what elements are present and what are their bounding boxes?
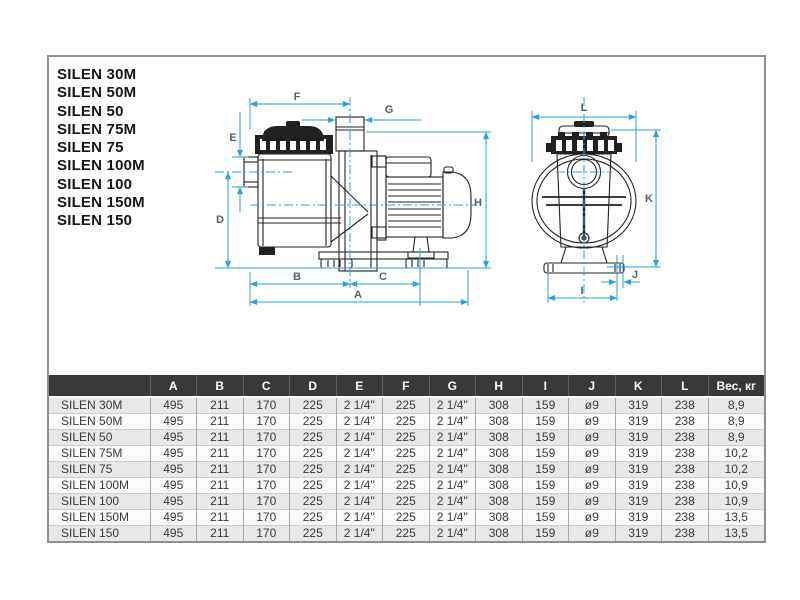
dim-label-A: A	[354, 289, 362, 301]
value-cell: 319	[615, 462, 662, 478]
value-cell: 211	[197, 414, 244, 430]
value-cell: 8,9	[708, 414, 764, 430]
table-header-cell: A	[150, 375, 197, 397]
value-cell: 225	[383, 414, 430, 430]
value-cell: 159	[522, 494, 569, 510]
model-list-item: SILEN 150	[57, 212, 133, 230]
value-cell: 211	[197, 397, 244, 414]
value-cell: ø9	[569, 414, 616, 430]
value-cell: 2 1/4"	[429, 414, 476, 430]
front-view-dimensions	[532, 97, 661, 303]
value-cell: 225	[290, 446, 337, 462]
value-cell: 159	[522, 446, 569, 462]
value-cell: 225	[383, 478, 430, 494]
value-cell: 238	[662, 397, 709, 414]
value-cell: 495	[150, 430, 197, 446]
table-row	[49, 526, 764, 542]
value-cell: ø9	[569, 397, 616, 414]
value-cell: 2 1/4"	[429, 510, 476, 526]
value-cell: 308	[476, 510, 523, 526]
value-cell: 238	[662, 414, 709, 430]
value-cell: 319	[615, 414, 662, 430]
value-cell: 10,2	[708, 446, 764, 462]
table-row	[49, 494, 764, 510]
value-cell: 495	[150, 397, 197, 414]
lid-ring-front	[551, 136, 617, 154]
table-row	[49, 462, 764, 478]
value-cell: 2 1/4"	[429, 526, 476, 542]
datasheet-frame	[47, 55, 766, 543]
dim-label-J: J	[631, 269, 639, 281]
model-list-item: SILEN 30M	[57, 66, 137, 83]
value-cell: 319	[615, 446, 662, 462]
value-cell: 159	[522, 526, 569, 542]
value-cell: 13,5	[708, 526, 764, 542]
discharge-pipe	[336, 117, 364, 151]
value-cell: 2 1/4"	[429, 397, 476, 414]
dimensions-table	[49, 375, 764, 541]
value-cell: 238	[662, 462, 709, 478]
value-cell: 238	[662, 478, 709, 494]
value-cell: 308	[476, 430, 523, 446]
value-cell: 170	[243, 462, 290, 478]
drain-plug	[579, 233, 589, 243]
value-cell: 13,5	[708, 510, 764, 526]
value-cell: 170	[243, 446, 290, 462]
value-cell: 211	[197, 430, 244, 446]
value-cell: 159	[522, 430, 569, 446]
value-cell: ø9	[569, 430, 616, 446]
value-cell: ø9	[569, 510, 616, 526]
base-plate-front	[544, 263, 624, 273]
table-header-row	[49, 375, 764, 397]
value-cell: 238	[662, 446, 709, 462]
value-cell: 238	[662, 494, 709, 510]
motor-end-cap	[443, 172, 471, 238]
table-row	[49, 430, 764, 446]
value-cell: 308	[476, 478, 523, 494]
model-list-item: SILEN 75	[57, 139, 124, 157]
table-row	[49, 397, 764, 414]
dim-label-I: I	[580, 285, 584, 297]
value-cell: 495	[150, 446, 197, 462]
value-cell: 2 1/4"	[336, 510, 383, 526]
value-cell: 225	[290, 526, 337, 542]
value-cell: 225	[290, 414, 337, 430]
value-cell: 495	[150, 414, 197, 430]
model-cell: SILEN 75	[49, 462, 150, 478]
value-cell: 319	[615, 510, 662, 526]
motor-foot	[408, 237, 434, 258]
value-cell: 2 1/4"	[429, 478, 476, 494]
value-cell: 308	[476, 397, 523, 414]
table-row	[49, 478, 764, 494]
table-header-cell: J	[569, 375, 616, 397]
table-row	[49, 446, 764, 462]
value-cell: 8,9	[708, 430, 764, 446]
model-list-item: SILEN 75M	[57, 120, 137, 138]
table-header-cell: B	[197, 375, 244, 397]
lid-dome	[262, 126, 324, 141]
value-cell: 2 1/4"	[429, 430, 476, 446]
value-cell: 225	[383, 526, 430, 542]
value-cell: 308	[476, 462, 523, 478]
table-header-cell: E	[336, 375, 383, 397]
model-cell: SILEN 50	[49, 430, 150, 446]
value-cell: 225	[290, 397, 337, 414]
value-cell: 170	[243, 510, 290, 526]
model-list-item: SILEN 50M	[57, 84, 137, 102]
value-cell: 170	[243, 430, 290, 446]
value-cell: 495	[150, 526, 197, 542]
model-cell: SILEN 75M	[49, 446, 150, 462]
value-cell: 211	[197, 462, 244, 478]
value-cell: 238	[662, 510, 709, 526]
model-cell: SILEN 150	[49, 526, 150, 542]
value-cell: 225	[383, 462, 430, 478]
value-cell: 238	[662, 430, 709, 446]
value-cell: 2 1/4"	[336, 494, 383, 510]
volute-body	[339, 151, 377, 271]
value-cell: 225	[290, 478, 337, 494]
value-cell: 225	[383, 494, 430, 510]
value-cell: 225	[290, 510, 337, 526]
lid-dome-front	[559, 126, 609, 137]
value-cell: 159	[522, 478, 569, 494]
table-header-cell: Вес, кг	[708, 375, 764, 397]
prefilter-front	[557, 154, 611, 247]
table-header-cell: F	[383, 375, 430, 397]
value-cell: ø9	[569, 494, 616, 510]
value-cell: 225	[383, 397, 430, 414]
value-cell: 2 1/4"	[336, 526, 383, 542]
model-cell: SILEN 30M	[49, 397, 150, 414]
value-cell: 495	[150, 462, 197, 478]
dim-label-G: G	[384, 104, 394, 116]
motor-body	[386, 177, 443, 237]
table-header-cell: H	[476, 375, 523, 397]
value-cell: 319	[615, 494, 662, 510]
dim-label-K: K	[645, 193, 653, 205]
value-cell: 2 1/4"	[336, 462, 383, 478]
value-cell: 10,2	[708, 462, 764, 478]
value-cell: 10,9	[708, 478, 764, 494]
dim-label-F: F	[293, 91, 301, 103]
value-cell: 170	[243, 494, 290, 510]
value-cell: 225	[290, 430, 337, 446]
model-list-item: SILEN 150M	[57, 194, 145, 212]
terminal-box	[386, 157, 431, 177]
value-cell: 211	[197, 478, 244, 494]
value-cell: 2 1/4"	[336, 397, 383, 414]
front-view-labels	[580, 102, 653, 297]
table-header-cell: C	[243, 375, 290, 397]
value-cell: 2 1/4"	[429, 494, 476, 510]
table-header-cell: K	[615, 375, 662, 397]
table-row	[49, 414, 764, 430]
value-cell: 170	[243, 414, 290, 430]
inlet-port	[244, 157, 258, 187]
model-list	[57, 66, 145, 231]
table-header-cell: L	[662, 375, 709, 397]
model-cell: SILEN 100M	[49, 478, 150, 494]
inlet-port-front	[568, 156, 601, 189]
value-cell: 225	[290, 462, 337, 478]
value-cell: 2 1/4"	[336, 478, 383, 494]
base-plate	[319, 252, 448, 259]
lid-ring	[255, 135, 333, 154]
value-cell: 308	[476, 414, 523, 430]
value-cell: 2 1/4"	[429, 446, 476, 462]
value-cell: 8,9	[708, 397, 764, 414]
model-list-item: SILEN 100M	[57, 157, 145, 175]
value-cell: 10,9	[708, 494, 764, 510]
value-cell: 159	[522, 510, 569, 526]
value-cell: 319	[615, 430, 662, 446]
value-cell: 225	[383, 430, 430, 446]
side-view-drawing	[244, 117, 471, 271]
value-cell: 2 1/4"	[336, 430, 383, 446]
model-cell: SILEN 100	[49, 494, 150, 510]
value-cell: 225	[383, 446, 430, 462]
pedestal	[561, 247, 607, 263]
dim-label-B: B	[293, 271, 301, 283]
value-cell: 170	[243, 478, 290, 494]
side-view-labels	[216, 91, 482, 301]
value-cell: 211	[197, 526, 244, 542]
pot-foot	[259, 247, 275, 255]
dim-label-D: D	[216, 214, 224, 226]
value-cell: 319	[615, 397, 662, 414]
table-header-cell: G	[429, 375, 476, 397]
table-header-cell: I	[522, 375, 569, 397]
value-cell: 211	[197, 494, 244, 510]
dim-label-E: E	[229, 132, 237, 144]
prefilter-pot	[258, 154, 331, 247]
dim-label-C: C	[379, 271, 387, 283]
model-list-item: SILEN 50	[57, 102, 124, 120]
value-cell: 2 1/4"	[429, 462, 476, 478]
value-cell: 159	[522, 397, 569, 414]
dim-label-H: H	[474, 197, 482, 209]
model-cell: SILEN 50M	[49, 414, 150, 430]
table-row	[49, 510, 764, 526]
table-header-model	[49, 375, 150, 397]
value-cell: 170	[243, 397, 290, 414]
value-cell: 308	[476, 526, 523, 542]
value-cell: ø9	[569, 446, 616, 462]
value-cell: 211	[197, 510, 244, 526]
value-cell: 170	[243, 526, 290, 542]
pump-body-outline	[532, 154, 636, 248]
table-header-cell: D	[290, 375, 337, 397]
value-cell: 211	[197, 446, 244, 462]
model-list-item: SILEN 100	[57, 175, 133, 193]
dim-label-L: L	[580, 102, 588, 114]
value-cell: 2 1/4"	[336, 446, 383, 462]
side-view-dimensions	[215, 97, 491, 306]
value-cell: 225	[290, 494, 337, 510]
value-cell: 319	[615, 526, 662, 542]
value-cell: 225	[383, 510, 430, 526]
value-cell: 495	[150, 494, 197, 510]
value-cell: 159	[522, 414, 569, 430]
value-cell: 238	[662, 526, 709, 542]
value-cell: 159	[522, 462, 569, 478]
value-cell: ø9	[569, 526, 616, 542]
front-view-drawing	[532, 121, 636, 273]
model-cell: SILEN 150M	[49, 510, 150, 526]
value-cell: 2 1/4"	[336, 414, 383, 430]
value-cell: ø9	[569, 478, 616, 494]
value-cell: 495	[150, 510, 197, 526]
value-cell: 319	[615, 478, 662, 494]
value-cell: 308	[476, 446, 523, 462]
value-cell: ø9	[569, 462, 616, 478]
value-cell: 495	[150, 478, 197, 494]
value-cell: 308	[476, 494, 523, 510]
